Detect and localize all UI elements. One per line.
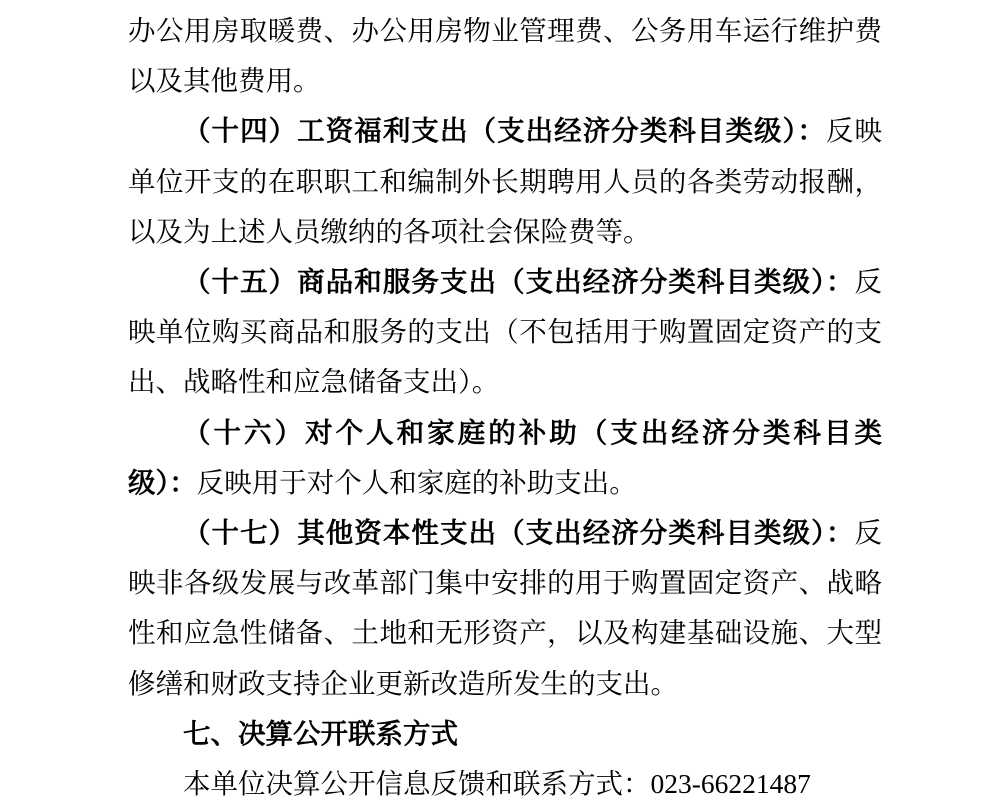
contact-line: 本单位决算公开信息反馈和联系方式：023-66221487 bbox=[183, 768, 811, 800]
section-heading: 七、决算公开联系方式 bbox=[183, 717, 458, 749]
paragraph-lead: （十七）其他资本性支出（支出经济分类科目类级）： bbox=[183, 517, 855, 549]
body-paragraph bbox=[128, 6, 882, 106]
paragraph-text: 反映单位购买商品和服务的支出（不包括用于购置固定资产的支出、战略性和应急储备支出）。 bbox=[128, 266, 882, 398]
paragraph-text: 反映用于对个人和家庭的补助支出。 bbox=[196, 466, 637, 498]
paragraph-text: 反映非各级发展与改革部门集中安排的用于购置固定资产、战略性和应急性储备、土地和无形资产，以及构建基础设施、大型修缮和财政支持企业更新改造所发生的支出。 bbox=[128, 517, 882, 699]
paragraph-lead: （十四）工资福利支出（支出经济分类科目类级）： bbox=[183, 115, 826, 147]
body-paragraph bbox=[128, 106, 882, 257]
paragraph-lead: （十六）对个人和家庭的补助（支出经济分类科目类级）： bbox=[128, 416, 882, 498]
body-paragraph bbox=[128, 408, 882, 508]
body-paragraph bbox=[128, 508, 882, 709]
paragraph-lead: （十五）商品和服务支出（支出经济分类科目类级）： bbox=[183, 266, 855, 298]
paragraph-text: 办公用房取暖费、办公用房物业管理费、公务用车运行维护费以及其他费用。 bbox=[128, 15, 882, 97]
body-paragraph bbox=[128, 257, 882, 408]
paragraph-text: 反映单位开支的在职职工和编制外长期聘用人员的各类劳动报酬，以及为上述人员缴纳的各项社会保险费等。 bbox=[128, 115, 883, 247]
